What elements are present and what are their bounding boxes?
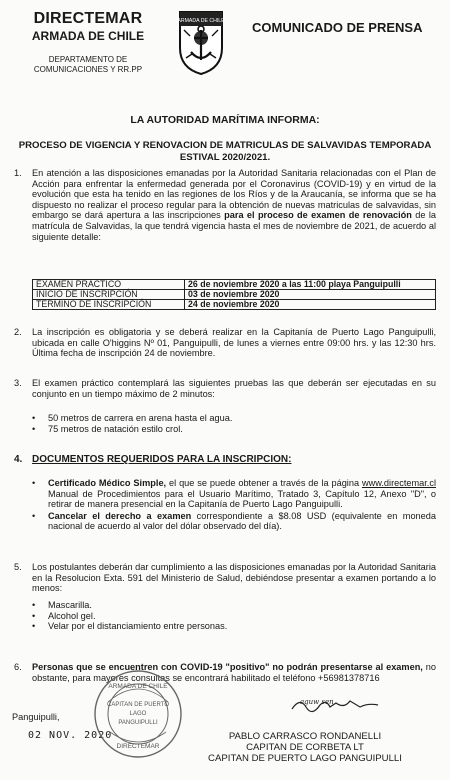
stamp-text: ARMADA DE CHILE bbox=[108, 683, 168, 690]
closing-date: 02 NOV. 2020 bbox=[28, 730, 113, 741]
test-list bbox=[32, 413, 436, 434]
schedule-value: 24 de noviembre 2020 bbox=[185, 300, 436, 310]
paragraph-1-bold: para el proceso de examen de renovación bbox=[224, 210, 412, 221]
signatory-post: CAPITAN DE PUERTO LAGO PANGUIPULLI bbox=[208, 753, 402, 764]
paragraph-3: El examen práctico contemplará las siguientes pruebas las que deberán ser ejecutadas en su conjunto en un tiempo máximo de 2 minutos: bbox=[32, 378, 436, 399]
signatory-block bbox=[150, 731, 450, 764]
closing-place: Panguipulli, bbox=[12, 712, 60, 722]
schedule-label: TERMINO DE INSCRIPCIÓN bbox=[33, 300, 185, 310]
schedule-label: INICIO DE INSCRIPCIÓN bbox=[33, 290, 185, 300]
paragraph-6-text: no obstante, para mayores consultas se encontrará habilitado el teléfono +56981378716 bbox=[32, 662, 436, 683]
schedule-value: 26 de noviembre 2020 a las 11:00 playa Panguipulli bbox=[185, 280, 436, 290]
item-2-number: 2. bbox=[14, 327, 22, 337]
schedule-value: 03 de noviembre 2020 bbox=[185, 290, 436, 300]
schedule-table bbox=[32, 279, 436, 310]
table-row bbox=[33, 290, 436, 300]
list-item bbox=[32, 478, 436, 510]
signature-text: aguw sen bbox=[300, 698, 334, 706]
stamp-text: LAGO bbox=[129, 711, 147, 717]
item-1-number: 1. bbox=[14, 168, 22, 178]
list-item: • 50 metros de carrera en arena hasta el agua. bbox=[32, 413, 436, 424]
list-item: • Alcohol gel. bbox=[32, 611, 436, 622]
signature-icon bbox=[290, 695, 380, 715]
paragraph-2: La inscripción es obligatoria y se deberá realizar en la Capitanía de Puerto Lago Panguipulli, ubicada en calle O'higgins Nº 01, Panguipulli, de lunes a viernes entre 09:00 hrs. y las 12:30 hrs. Última fecha de inscripción 24 de noviembre. bbox=[32, 327, 436, 359]
table-row bbox=[33, 300, 436, 310]
covid-warning: Personas que se encuentren con COVID-19 "positivo" no podrán presentarse al examen, bbox=[32, 662, 423, 672]
sanitary-list bbox=[32, 600, 436, 632]
paragraph-1 bbox=[32, 168, 436, 242]
list-item bbox=[32, 511, 436, 532]
list-item: • 75 metros de natación estilo crol. bbox=[32, 424, 436, 435]
department-name: DEPARTAMENTO DE COMUNICACIONES Y RR.PP bbox=[33, 55, 143, 74]
item-6-number: 6. bbox=[14, 662, 22, 672]
stamp-text: DIRECTEMAR bbox=[116, 743, 160, 750]
documents-heading: DOCUMENTOS REQUERIDOS PARA LA INSCRIPCION: bbox=[32, 454, 292, 465]
signatory-rank: CAPITAN DE CORBETA LT bbox=[246, 742, 364, 753]
paragraph-5: Los postulantes deberán dar cumplimiento a las disposiciones emanadas por la Autoridad Sanitaria en la Resolucion Exta. 591 del Ministerio de Salud, debiéndose presentar a examen portando a lo menos: bbox=[32, 562, 436, 594]
press-release-label: COMUNICADO DE PRENSA bbox=[252, 20, 423, 35]
list-item-text: Manual de Procedimientos para el Usuario Marítimo, Tratado 3, Capítulo 12, Anexo "D", o retirar de manera presencial en la Capitanía de Puerto Lago Panguipulli. bbox=[48, 488, 436, 510]
item-3-number: 3. bbox=[14, 378, 22, 388]
directemar-link[interactable]: www.directemar.cl bbox=[361, 478, 436, 488]
list-item: • Mascarilla. bbox=[32, 600, 436, 611]
item-4-number: 4. bbox=[14, 454, 23, 465]
list-item-text: correspondiente a $8.08 USD (equivalente en moneda nacional de acuerdo al valor del dólar observado del día). bbox=[48, 510, 436, 532]
org-name: DIRECTEMAR bbox=[33, 10, 143, 27]
document-title: PROCESO DE VIGENCIA Y RENOVACION DE MATRICULAS DE SALVAVIDAS TEMPORADA ESTIVAL 2020/2021. bbox=[18, 140, 432, 163]
table-row bbox=[33, 280, 436, 290]
stamp-text: PANGUIPULLI bbox=[118, 720, 158, 726]
org-subtitle: ARMADA DE CHILE bbox=[31, 29, 145, 43]
exam-fee-label: Cancelar el derecho a examen bbox=[48, 510, 192, 521]
schedule-label: EXAMEN PRÁCTICO bbox=[33, 280, 185, 290]
crest-text: ARMADA DE CHILE bbox=[177, 18, 225, 24]
item-5-number: 5. bbox=[14, 562, 22, 572]
organization-block bbox=[12, 10, 164, 75]
list-item: • Velar por el distanciamiento entre personas. bbox=[32, 621, 436, 632]
stamp-text: CAPITAN DE PUERTO bbox=[106, 702, 170, 708]
list-item-text: el que se puede obtener a través de la página bbox=[169, 478, 360, 488]
paragraph-1-text-a: En atención a las disposiciones emanadas por la Autoridad Sanitaria relacionadas con el Plan de Acción para enfrentar la enfermedad generada por el Coronavirus (COVID-19) y en virtud de la evolución que esta ha tenido en las regiones de los Ríos y de la Araucanía, se informa que se ha dispuesto no realizar el proceso regular para la obtención de nuevas matriculas de salvavidas, sin embargo se dará apertura a las inscripciones bbox=[32, 168, 436, 221]
documents-list bbox=[32, 478, 436, 532]
authority-heading: LA AUTORIDAD MARÍTIMA INFORMA: bbox=[130, 114, 320, 126]
paragraph-1-text-b: de la matrícula de Salvavidas, la que tendrá vigencia hasta el mes de noviembre de 2021, de acuerdo al siguiente detalle: bbox=[32, 210, 436, 242]
medical-certificate-label: Certificado Médico Simple, bbox=[48, 478, 167, 488]
navy-crest-icon bbox=[174, 8, 228, 76]
signatory-name: PABLO CARRASCO RONDANELLI bbox=[228, 731, 382, 742]
